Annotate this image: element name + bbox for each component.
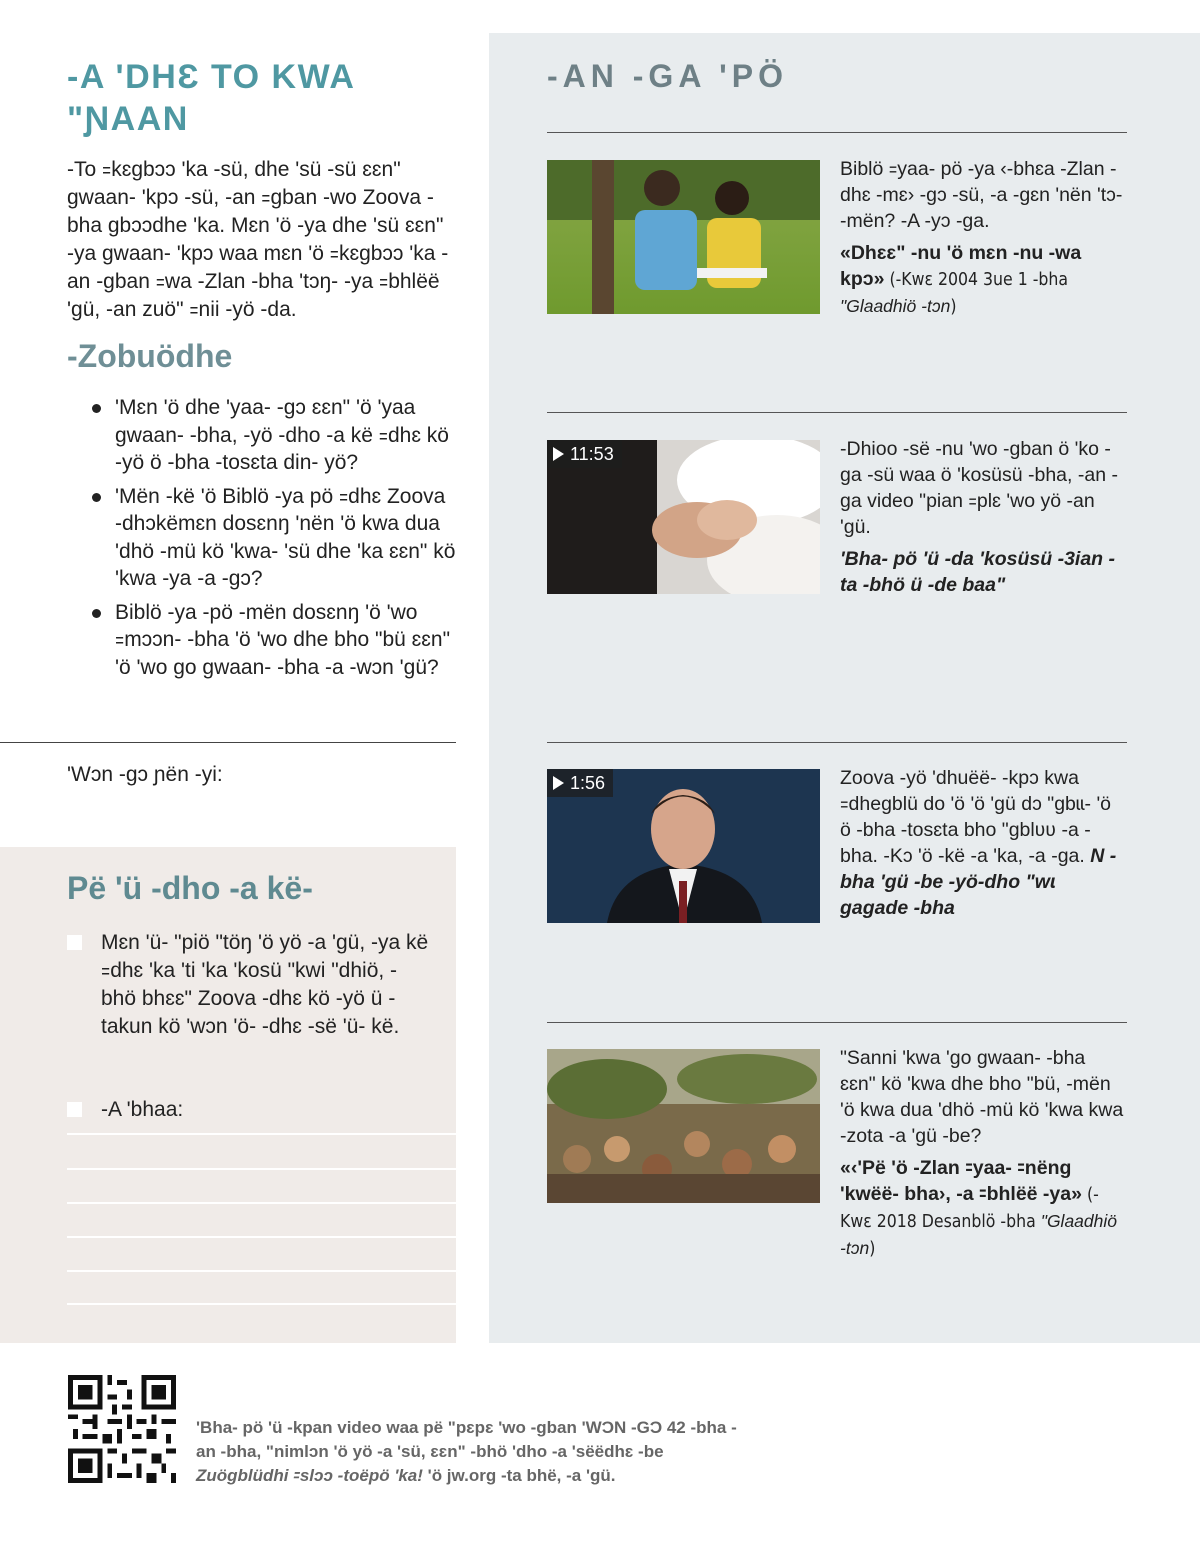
- intro-paragraph: -To ꞊kɛgbɔɔ 'ka -sü, dhe 'sü -sü ɛɛn" gwaan- 'kpɔ -sü, -an ꞊gban -wo Zoova -bha gbɔɔdhe 'ka. Mɛn 'ö -ya dhe 'sü ɛɛn" -ya gwaan- 'kpɔ waa mɛn 'ö ꞊kɛgbɔɔ 'ka -an -gban ꞊wa -Zlan -bha 'tɔŋ- -ya ꞊bhlëë 'gü, -an zuö" ꞊nii -yö -da.: [67, 158, 449, 321]
- checkbox[interactable]: [67, 935, 82, 950]
- list-item: 'Mën -kë 'ö Biblö -ya pö ꞊dhɛ Zoova -dhɔkëmɛn dosɛnŋ 'nën 'ö kwa dua 'dhö -mü kö 'kwa- 'sü dhe 'ka ɛɛn" kö 'kwa -ya -a -gɔ?: [92, 483, 456, 593]
- article-thumbnail[interactable]: [547, 160, 820, 314]
- video-description: -Dhioo -së -nu 'wo -gban ö 'ko -ga -sü waa ö 'kosüsü -bha, -an -ga video "pian ꞊plɛ 'wo yö -an 'gü. 'Bha- pö 'ü -da 'kosüsü -3ian -ta -bhö ü -de baa": [840, 436, 1125, 598]
- checklist-item: [67, 1096, 447, 1126]
- checklist-item-text: -A 'bhaa:: [101, 1098, 184, 1121]
- writing-line[interactable]: [67, 1236, 456, 1238]
- try-it-heading: Pë 'ü -dho -a kë-: [67, 870, 313, 906]
- couple-reading-image: [547, 160, 820, 314]
- article-thumbnail[interactable]: [547, 1049, 820, 1203]
- play-icon: [553, 776, 564, 790]
- video-thumbnail[interactable]: [547, 440, 820, 594]
- article-reference[interactable]: «Dhɛɛ" -nu 'ö mɛn -nu -wa kpɔ» (-Kwɛ 2004 3ue 1 -bha "Glaadhiö -tɔn): [840, 242, 1082, 317]
- question-list: [92, 394, 456, 687]
- video-title-link[interactable]: N -bha 'gü -be -yö-dho "wɩ gagade -bha: [840, 845, 1117, 919]
- video-duration-badge: 1:56: [547, 769, 613, 797]
- divider: [547, 132, 1127, 133]
- writing-line[interactable]: [67, 1168, 456, 1170]
- play-icon: [553, 447, 564, 461]
- writing-line[interactable]: [67, 1133, 456, 1135]
- checklist-item-text: Mɛn 'ü- "piö "töŋ 'ö yö -a 'gü, -ya kë ꞊dhɛ 'ka 'ti 'ka 'kosü "kwi "dhiö, -bhö bhɛɛ" Zoova -dhɛ kö -yö ü -takun kö 'wɔn 'ö- -dhɛ -së 'ü- kë.: [101, 931, 429, 1038]
- article-reference[interactable]: «‹'Pë 'ö -Zlan ꞊yaa- ꞊nëng 'kwëë- bha›, -a ꞊bhlëë -ya» (-Kwɛ 2018 Desanblö -bha "Glaadhiö -tɔn): [840, 1157, 1117, 1259]
- bullet-icon: [92, 493, 101, 502]
- list-item: Biblö -ya -pö -mën dosɛnŋ 'ö 'wo ꞊mɔɔn- -bha 'ö 'wo dhe bho "bü ɛɛn" 'ö 'wo go gwaan- -bha -a -wɔn 'gü?: [92, 599, 456, 682]
- bullet-icon: [92, 404, 101, 413]
- footer-note: 'Bha- pö 'ü -kpan video waa pë "pɛpɛ 'wo -gban 'WƆN -GƆ 42 -bha -an -bha, "nimlɔn 'ö yö -a 'sü, ɛɛn" -bhö 'dho -a 'sëëdhɛ -be Zuögblüdhi ꞊slɔɔ -toëpö 'ka! 'ö jw.org -ta bhë, -a 'gü.: [196, 1418, 737, 1485]
- article-description: "Sanni 'kwa 'go gwaan- -bha ɛɛn" kö 'kwa dhe bho "bü, -mën 'ö kwa dua 'dhö -mü kö 'kwa kwa -zota -a 'gü -be? «‹'Pë 'ö -Zlan ꞊yaa- ꞊nëng 'kwëë- bha›, -a ꞊bhlëë -ya» (-Kwɛ 2018 Desanblö -bha "Glaadhiö -tɔn): [840, 1045, 1125, 1262]
- divider: [547, 1022, 1127, 1023]
- page-title: -A 'DHƐ TO KWA "ƝAAN: [67, 58, 355, 138]
- qr-code[interactable]: [67, 1375, 177, 1483]
- try-it-box: [0, 847, 456, 1343]
- video-title-link[interactable]: 'Bha- pö 'ü -da 'kosüsü -3ian -ta -bhö ü -de baa": [840, 548, 1116, 596]
- writing-line[interactable]: [67, 1270, 456, 1272]
- divider: [547, 412, 1127, 413]
- article-description: Biblö ꞊yaa- pö -ya ‹-bhɛa -Zlan -dhɛ -mɛ› -gɔ -sü, -a -gɛn 'nën 'tɔ- -mën? -A -yɔ -ga. «Dhɛɛ" -nu 'ö mɛn -nu -wa kpɔ» (-Kwɛ 2004 3ue 1 -bha "Glaadhiö -tɔn): [840, 156, 1125, 320]
- list-item: 'Mɛn 'ö dhe 'yaa- -gɔ ɛɛn" 'ö 'yaa gwaan- -bha, -yö -dho -a kë ꞊dhɛ kö -yö ö -bha -tosɛta din- yö?: [92, 394, 456, 477]
- writing-line[interactable]: [67, 1303, 456, 1305]
- writing-line[interactable]: [67, 1202, 456, 1204]
- video-description: Zoova -yö 'dhuëë- -kpɔ kwa ꞊dhegblü do 'ö 'ö 'gü dɔ "gbɩɩ- 'ö ö -bha -tosɛta bho "gblʋʋ -a -bha. -Kɔ 'ö -kë -a 'ka, -a -ga. N -bha 'gü -be -yö-dho "wɩ gagade -bha: [840, 767, 1117, 919]
- next-question-label: 'Wɔn -gɔ ɲën -yi:: [67, 763, 223, 786]
- divider: [547, 742, 1127, 743]
- qr-code-icon: [67, 1375, 177, 1483]
- video-thumbnail[interactable]: [547, 769, 820, 923]
- bullet-icon: [92, 609, 101, 618]
- checkbox[interactable]: [67, 1102, 82, 1117]
- checklist-item: [67, 929, 447, 1069]
- crowd-painting-image: [547, 1049, 820, 1203]
- explore-heading: -AN -GA 'PÖ: [547, 58, 788, 94]
- divider: [0, 742, 456, 743]
- discussion-heading: -Zobuödhe: [67, 338, 233, 374]
- video-duration-badge: 11:53: [547, 440, 622, 468]
